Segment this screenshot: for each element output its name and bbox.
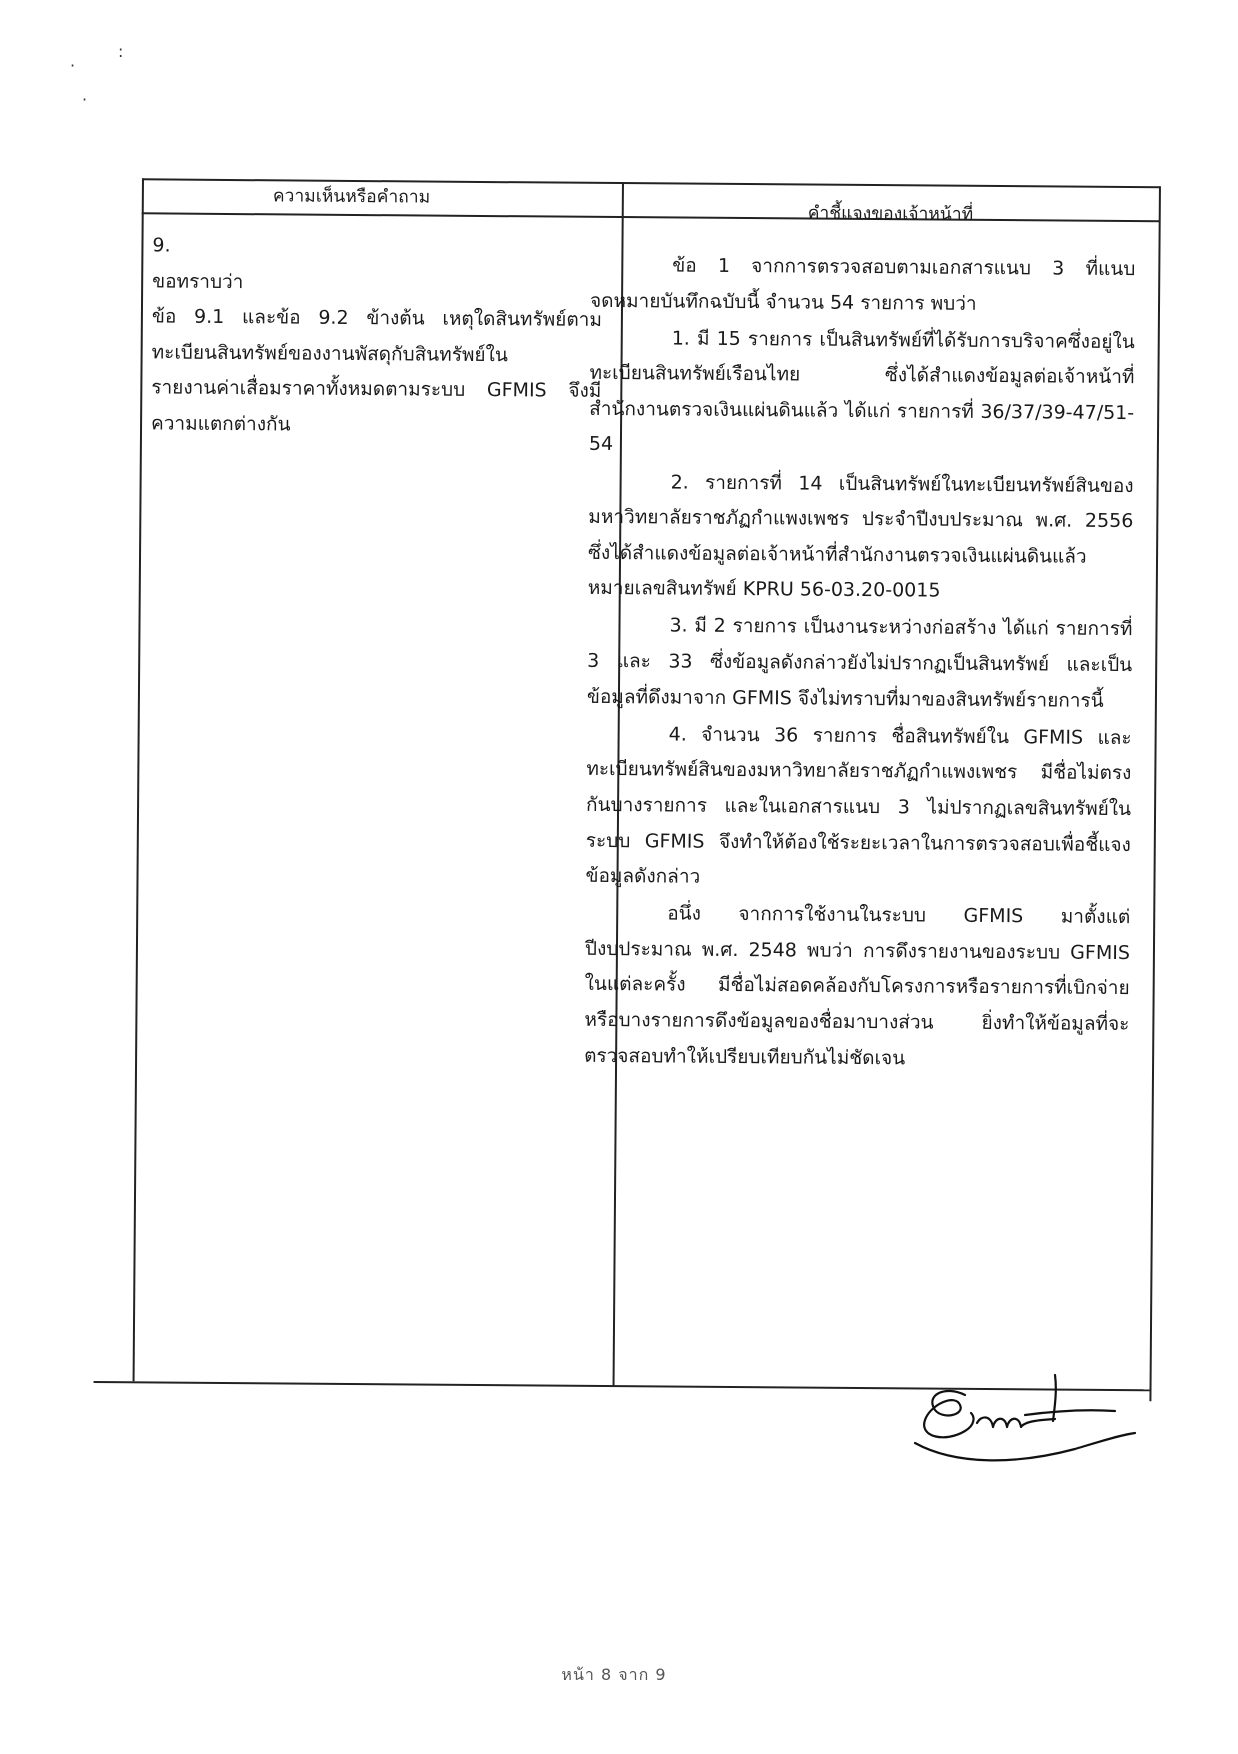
header-left-cell: ความเห็นหรือคำถาม: [272, 186, 431, 208]
explanation-paragraph: ข้อ 1 จากการตรวจสอบตามเอกสารแนบ 3 ที่แนบจดหมายบันทึกฉบับนี้ จำนวน 54 รายการ พบว่า: [589, 254, 1136, 315]
question-line: รายงานค่าเสื่อมราคาทั้งหมดตามระบบ GFMIS จึงมี: [151, 376, 602, 402]
question-cell: [151, 228, 603, 445]
question-line: ข้อ 9.1 และข้อ 9.2 ข้างต้น เหตุใดสินทรัพย์ตาม: [151, 305, 602, 331]
explanation-cell: [584, 248, 1135, 1080]
explanation-table: [93, 178, 1161, 1424]
table-border-right: [1149, 186, 1161, 1401]
table-header-divider: [142, 212, 1160, 221]
explanation-item-1: 1. มี 15 รายการ เป็นสินทรัพย์ที่ได้รับการบริจาคซึ่งอยู่ในทะเบียนสินทรัพย์เรือนไทย ซึ่งได้สำแดงข้อมูลต่อเจ้าหน้าที่สำนักงานตรวจเงินแผ่นดินแล้ว ได้แก่ รายการที่ 36/37/39-47/51-54: [588, 327, 1135, 456]
scan-speck: :: [118, 42, 124, 61]
question-line: ทะเบียนสินทรัพย์ของงานพัสดุกับสินทรัพย์ใน: [151, 340, 508, 366]
scan-speck: ·: [82, 90, 88, 109]
question-line: 9.: [152, 234, 171, 257]
explanation-item-3: 3. มี 2 รายการ เป็นงานระหว่างก่อสร้าง ได้แก่ รายการที่ 3 และ 33 ซึ่งข้อมูลดังกล่าวยังไม่ปรากฏเป็นสินทรัพย์ และเป็นข้อมูลที่ดึงมาจาก GFMIS จึงไม่ทราบที่มาของสินทรัพย์รายการนี้: [586, 614, 1133, 712]
scan-speck: ·: [70, 56, 76, 75]
table-border-left: [133, 178, 144, 1381]
page-number: หน้า 8 จาก 9: [561, 1665, 667, 1684]
header-right-cell: คำชี้แจงของเจ้าหน้าที่: [807, 203, 974, 225]
handwritten-signature: [905, 1365, 1145, 1480]
explanation-item-2: 2. รายการที่ 14 เป็นสินทรัพย์ในทะเบียนทรัพย์สินของมหาวิทยาลัยราชภัฏกำแพงเพชร ประจำปีงบประมาณ พ.ศ. 2556 ซึ่งได้สำแดงข้อมูลต่อเจ้าหน้าที่สำนักงานตรวจเงินแผ่นดินแล้ว หมายเลขสินทรัพย์ KPRU 56-03.20-0015: [587, 471, 1134, 602]
explanation-item-4: 4. จำนวน 36 รายการ ชื่อสินทรัพย์ใน GFMIS และทะเบียนทรัพย์สินของมหาวิทยาลัยราชภัฏกำแพงเพชร มีชื่อไม่ตรงกันบางรายการ และในเอกสารแนบ 3 ไม่ปรากฏเลขสินทรัพย์ในระบบ GFMIS จึงทำให้ต้องใช้ระยะเวลาในการตรวจสอบเพื่อชี้แจงข้อมูลดังกล่าว: [585, 723, 1132, 888]
question-line: ขอทราบว่า: [152, 269, 244, 293]
explanation-note: อนึ่ง จากการใช้งานในระบบ GFMIS มาตั้งแต่ปีงบประมาณ พ.ศ. 2548 พบว่า การดึงรายงานของระบบ GFMIS ในแต่ละครั้ง มีชื่อไม่สอดคล้องกับโครงการหรือรายการที่เบิกจ่าย หรือบางรายการดึงข้อมูลของชื่อมาบางส่วน ยิ่งทำให้ข้อมูลที่จะตรวจสอบทำให้เปรียบเทียบกันไม่ชัดเจน: [584, 902, 1131, 1069]
question-line: ความแตกต่างกัน: [150, 411, 291, 435]
